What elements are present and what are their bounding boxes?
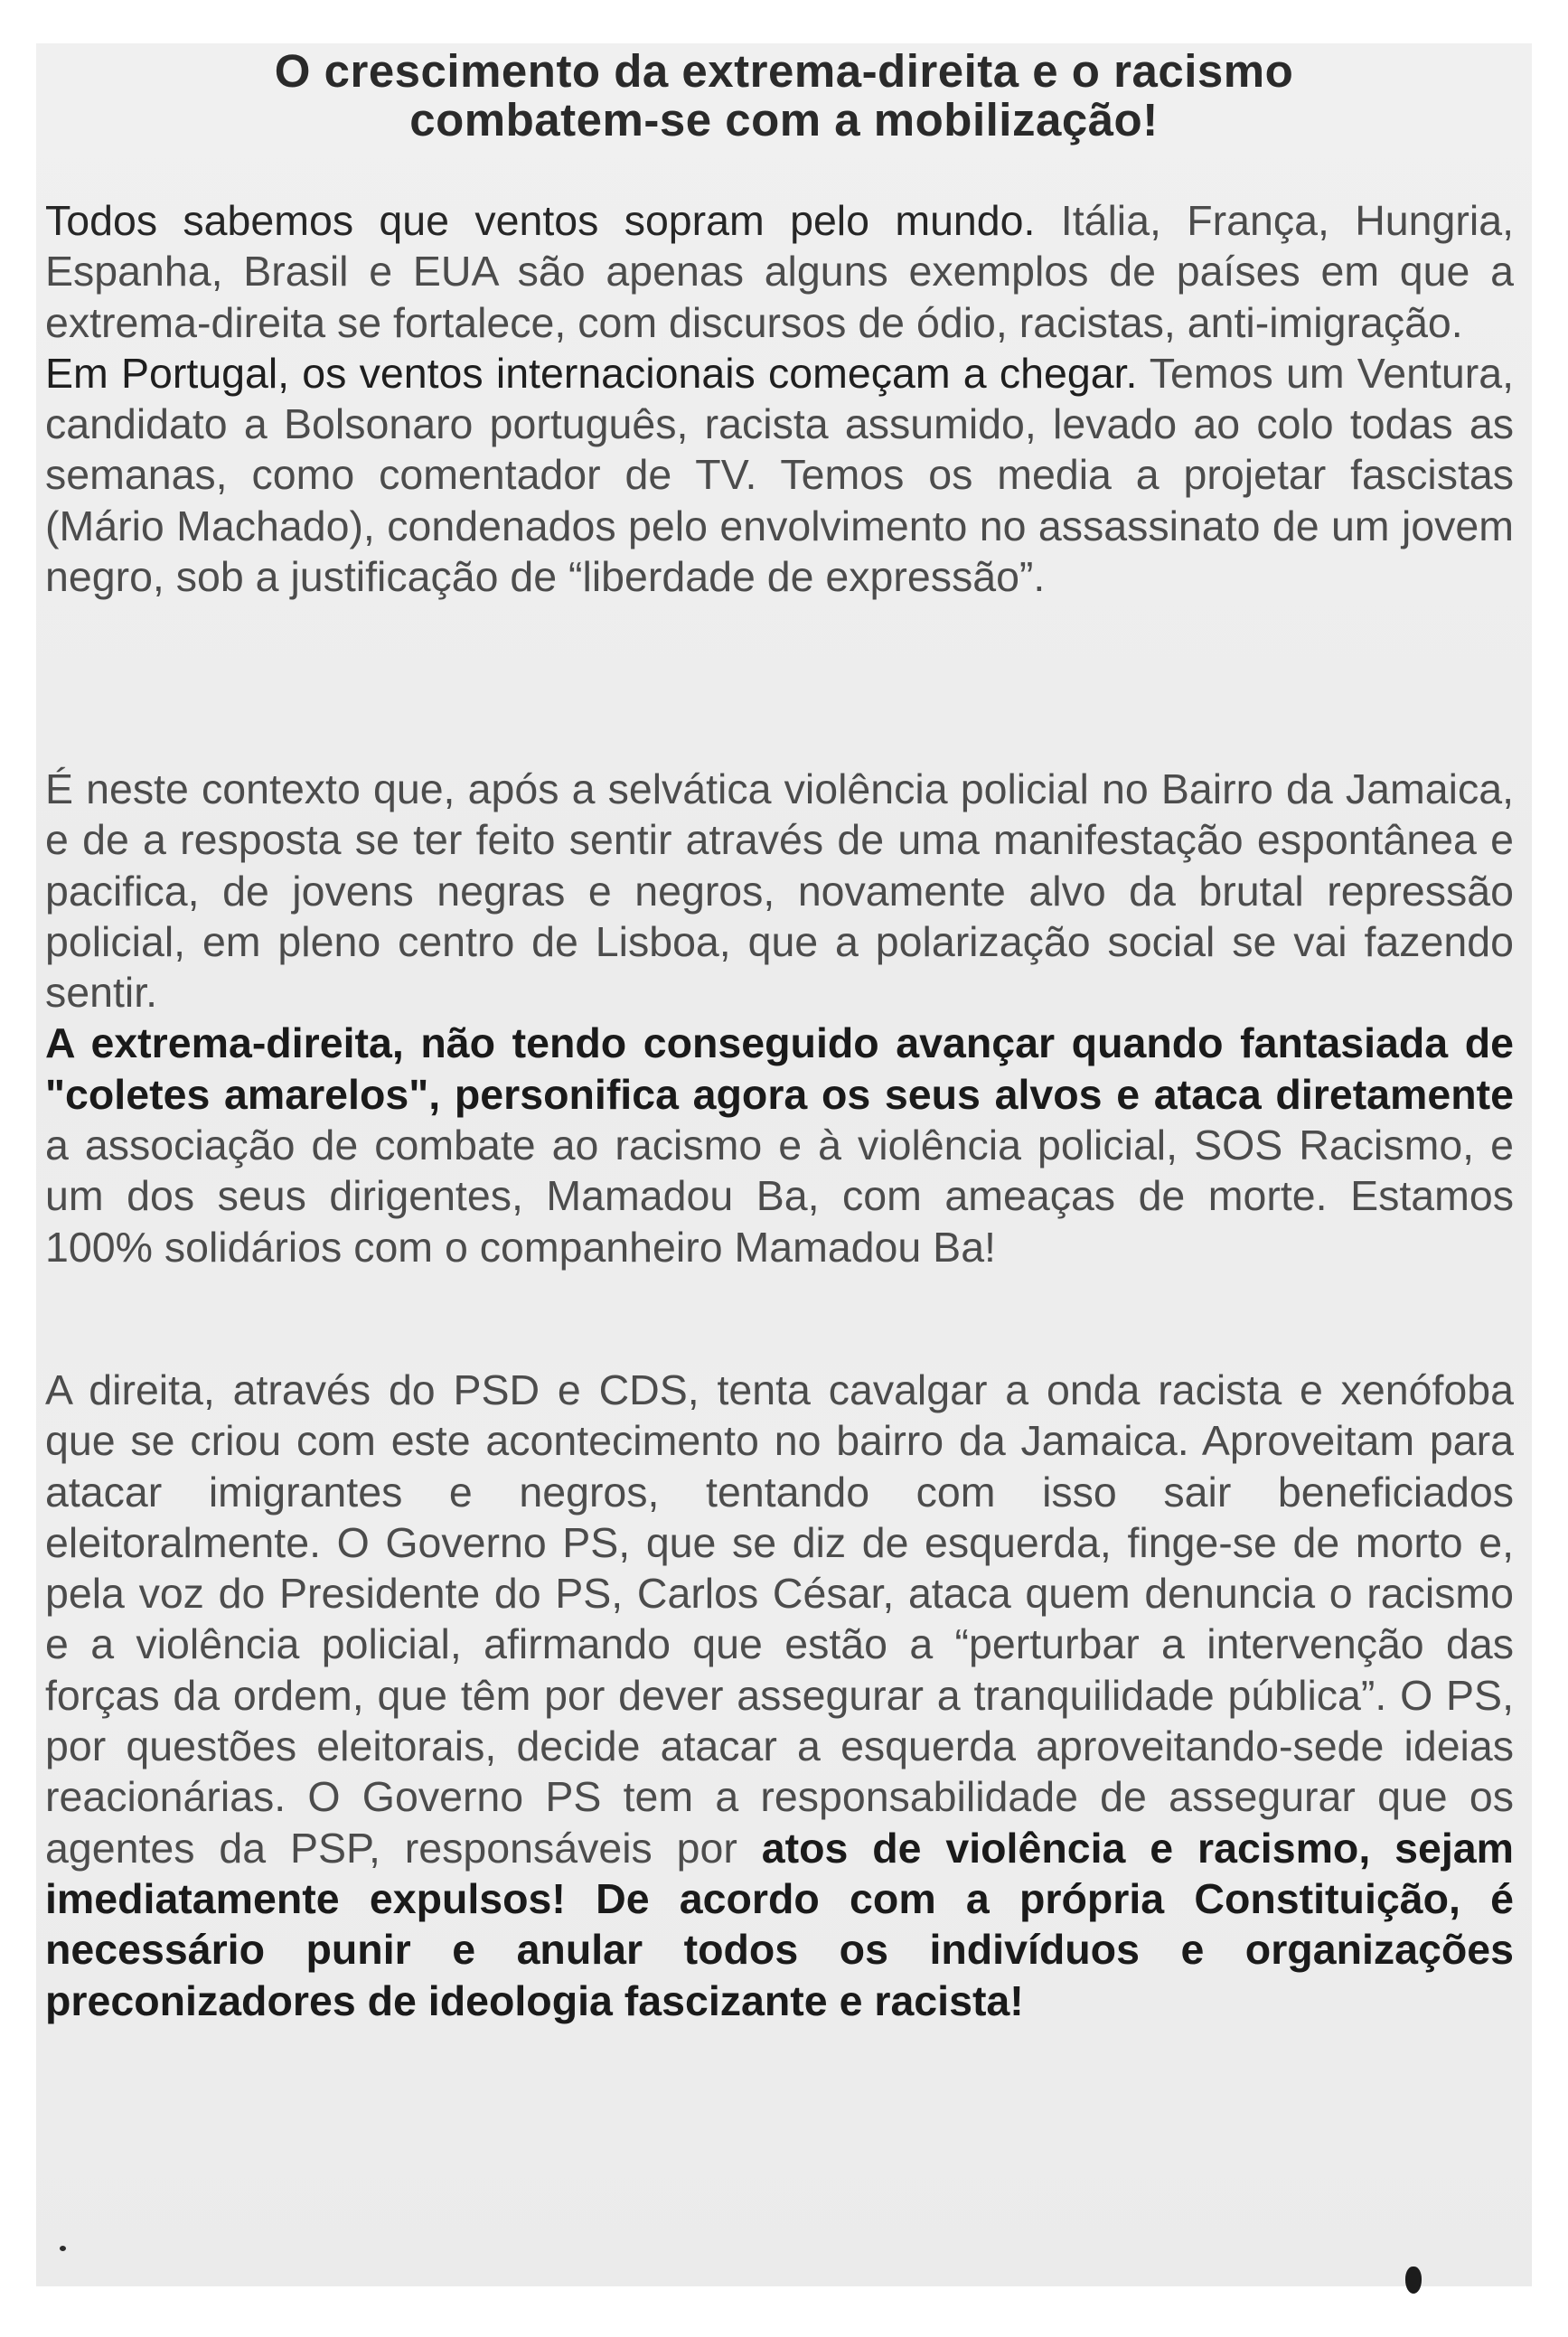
paragraph-1-text-b: Temos um Ventura, candidato a Bolsonaro português, racista assumido, levado ao colo todas as semanas, como comentador de TV. Temos os media a projetar fascistas (Mário Machado), condenados pelo envolvimento no assassinato de um jovem negro, sob a justificação de “liberdade de expressão”. bbox=[45, 349, 1514, 601]
paragraph-3 bbox=[45, 1365, 1514, 2026]
paragraph-2 bbox=[45, 764, 1514, 1272]
ink-blot bbox=[1405, 2267, 1422, 2294]
paragraph-3-text-a: A direita, através do PSD e CDS, tenta cavalgar a onda racista e xenófoba que se criou com este acontecimento no bairro da Jamaica. Aproveitam para atacar imigrantes e negros, tentando com isso sair beneficiados eleitoralmente. O Governo PS, que se diz de esquerda, finge-se de morto e, pela voz do Presidente do PS, Carlos César, ataca quem denuncia o racismo e a violência policial, afirmando que estão a “perturbar a intervenção das forças da ordem, que têm por dever assegurar a tranquilidade pública”. O PS, por questões eleitorais, decide atacar a esquerda aproveitando-sede ideias reacionárias. O Governo PS tem a responsabilidade de assegurar que os agentes da PSP, responsáveis por bbox=[45, 1366, 1514, 1872]
paragraph-2-text-a: É neste contexto que, após a selvática violência policial no Bairro da Jamaica, e de a resposta se ter feito sentir através de uma manifestação espontânea e pacifica, de jovens negras e negros, novamente alvo da brutal repressão policial, em pleno centro de Lisboa, que a polarização social se vai fazendo sentir. bbox=[45, 765, 1514, 1017]
title-line-2: combatem-se com a mobilização! bbox=[409, 94, 1159, 145]
scan-speck bbox=[60, 2246, 66, 2251]
paragraph-2-text-b: a associação de combate ao racismo e à violência policial, SOS Racismo, e um dos seus dirigentes, Mamadou Ba, com ameaças de morte. Estamos 100% solidários com o companheiro Mamadou Ba! bbox=[45, 1122, 1514, 1271]
page-title bbox=[36, 47, 1532, 145]
paragraph-1-lead: Todos sabemos que ventos sopram pelo mundo. bbox=[45, 197, 1036, 244]
paragraph-2-emphasis: A extrema-direita, não tendo conseguido avançar quando fantasiada de "coletes amarelos", personifica agora os seus alvos e ataca diretamente bbox=[45, 1019, 1514, 1118]
title-line-1: O crescimento da extrema-direita e o racismo bbox=[274, 45, 1294, 97]
paragraph-3-emphasis: atos de violência e racismo, sejam imediatamente expulsos! De acordo com a própria Constituição, é necessário punir e anular todos os indivíduos e organizações preconizadores de ideologia fascizante e racista! bbox=[45, 1824, 1514, 2024]
paragraph-1-text-a: Itália, França, Hungria, Espanha, Brasil e EUA são apenas alguns exemplos de países em que a extrema-direita se fortalece, com discursos de ódio, racistas, anti-imigração. bbox=[45, 197, 1514, 346]
paragraph-1-emphasis: Em Portugal, os ventos internacionais começam a chegar. bbox=[45, 349, 1138, 397]
leaflet-page bbox=[36, 43, 1532, 2286]
paragraph-1 bbox=[45, 195, 1514, 602]
